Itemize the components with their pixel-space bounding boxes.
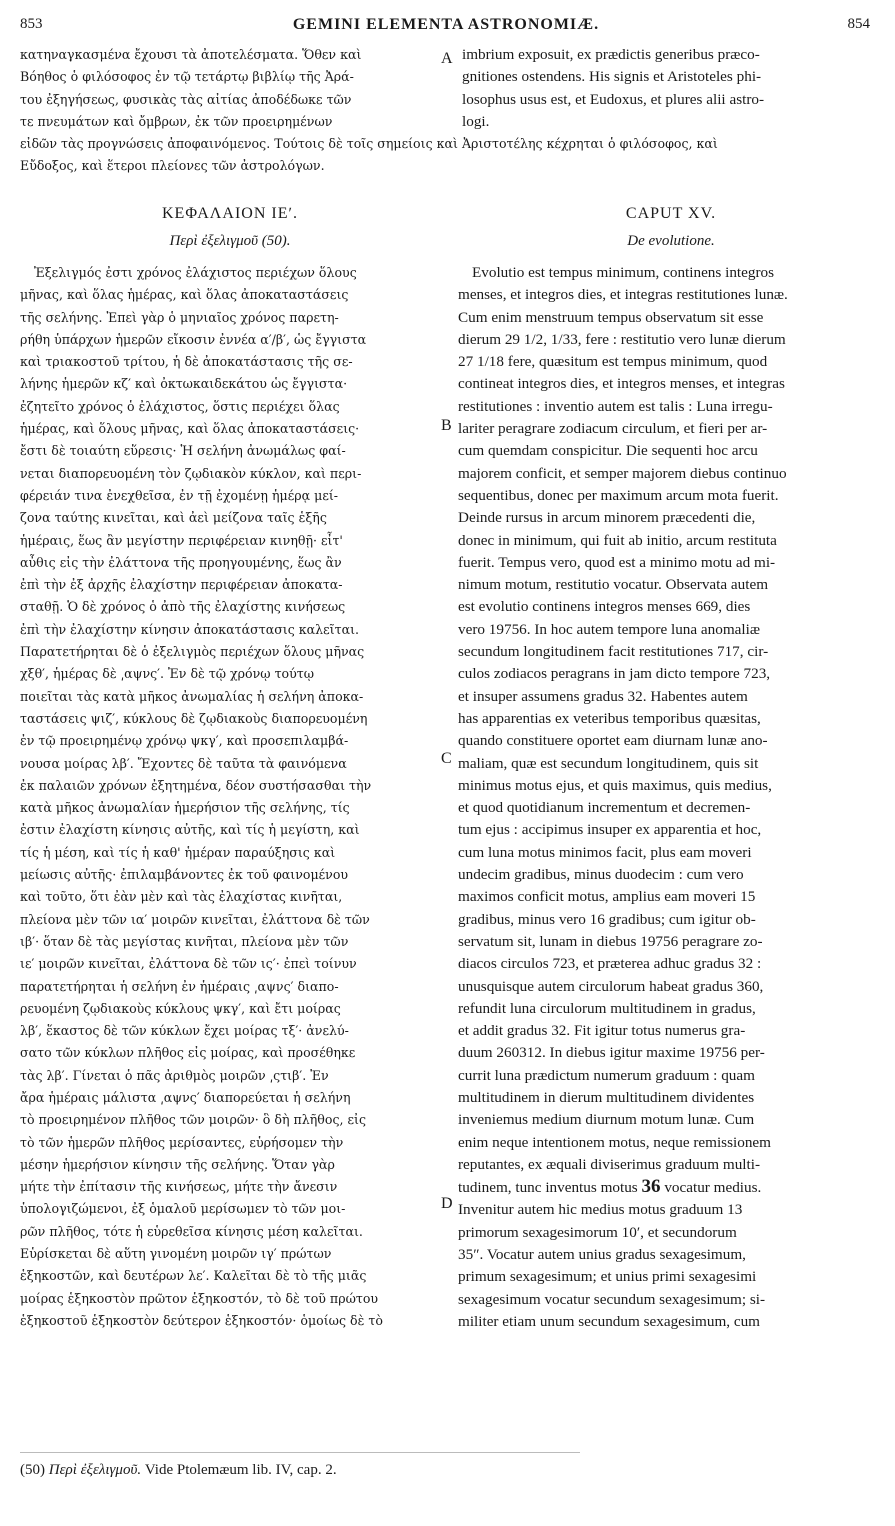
text-line: ἐπὶ τὴν ἐξ ἀρχῆς ἐλαχίστην περιφέρειαν ἀποκατα- xyxy=(20,577,343,593)
intro-latin-column xyxy=(462,44,882,133)
footnote-greek: Περὶ ἐξελιγμοῦ. xyxy=(48,1462,142,1478)
text-line: νεται διαπορευομένη τὸν ζῳδιακὸν κύκλον, καὶ περι- xyxy=(20,465,362,481)
text-line: ἐκ παλαιῶν χρόνων ἐξητημένα, δέον συστήσασθαι τὴν xyxy=(20,777,372,793)
running-title: GEMINI ELEMENTA ASTRONOMIÆ. xyxy=(292,16,600,33)
line-lead: tudinem, tunc inventus motus xyxy=(458,1179,638,1197)
text-line: μοίρας ἑξηκοστὸν πρῶτον ἑξηκοστόν, τὸ δὲ τοῦ πρώτου xyxy=(20,1290,379,1306)
text-line: λβ′, ἕκαστος δὲ τῶν κύκλων ἔχει μοίρας τξ′· ἀνελύ- xyxy=(20,1023,349,1039)
text-line: χξθ′, ἡμέρας δὲ ͵αψνς′. Ἐν δὲ τῷ χρόνῳ τούτῳ xyxy=(20,666,315,682)
text-line: νουσα μοίρας λβ′. Ἔχοντες δὲ ταῦτα τὰ φαινόμενα xyxy=(20,755,347,771)
text-line: του ἐξηγήσεως, φυσικὰς τὰς αἰτίας ἀποδέδωκε τῶν xyxy=(20,91,352,107)
text-line: secundum longitudinem facit restitutiones 717, cir- xyxy=(458,643,769,661)
line-tail: vocatur medius. xyxy=(664,1179,762,1197)
text-line: ἡμέρας, καὶ ὅλους μῆνας, καὶ ὅλας ἀποκαταστάσεις· xyxy=(20,421,360,437)
text-line-with-number xyxy=(458,1176,884,1199)
text-line: τίς ἡ μέση, καὶ τίς ἡ καθ' ἡμέραν παραύξησις καὶ xyxy=(20,844,336,860)
text-line: Ἐξελιγμός ἐστι χρόνος ἐλάχιστος περιέχων ὅλους xyxy=(34,265,357,280)
text-line: Cum enim menstruum tempus observatum sit esse xyxy=(458,308,764,326)
text-line: κατὰ μῆκος ἀνωμαλίαν ἡμερήσιον τῆς σελήνης, τίς xyxy=(20,800,350,816)
text-line: vero 19756. In hoc autem tempore luna anomaliæ xyxy=(458,620,760,638)
text-line: τε πνευμάτων καὶ ὄμβρων, ἐκ τῶν προειρημένων xyxy=(20,113,333,129)
text-line: gradibus, minus vero 16 gradibus; cum igitur ob- xyxy=(458,910,756,928)
margin-marker-d: D xyxy=(441,1195,453,1212)
text-line: culos zodiacos peragrans in jam dicto tempore 723, xyxy=(458,665,771,683)
text-line: dierum 29 1/2, 1/33, fere : restitutio vero lunæ dierum xyxy=(458,330,786,348)
text-line: πλείονα μὲν τῶν ια′ μοιρῶν κινεῖται, ἐλάττονα δὲ τῶν xyxy=(20,911,370,927)
text-line: ἡμέραις, ἕως ἂν μεγίστην περιφέρειαν κινηθῇ· εἶτ' xyxy=(20,532,343,548)
text-line: logi. xyxy=(462,112,490,130)
text-line: gnitiones ostendens. His signis et Aristoteles phi- xyxy=(462,68,762,86)
text-line: maximos conficit motus, amplius eam moveri 15 xyxy=(458,888,756,906)
text-line: λήνης ἡμερῶν κζ′ καὶ ὀκτωκαιδεκάτου ὡς ἔγγιστα· xyxy=(20,376,348,392)
text-line: tum ejus : accipimus insuper ex apparentia et hoc, xyxy=(458,821,762,839)
running-header xyxy=(14,14,878,38)
footnote-reference: Vide Ptolemæum lib. IV, cap. 2. xyxy=(144,1462,337,1478)
text-line: et quod quotidianum incrementum et decremen- xyxy=(458,799,751,817)
text-line: σταθῇ. Ὁ δὲ χρόνος ὁ ἀπὸ τῆς ἐλαχίστης κινήσεως xyxy=(20,599,346,615)
text-line: contineat integros dies, et integros menses, et integras xyxy=(458,375,785,393)
text-line: nimum motum, restitutio vocatur. Observata autem xyxy=(458,576,769,594)
inline-bold-number: 36 xyxy=(641,1176,661,1198)
text-line: ρευομένη ζῳδιακοὺς κύκλους ψκγ′, καὶ ἔτι μοίρας xyxy=(20,1000,341,1016)
text-line: ιε′ μοιρῶν κινεῖται, ἐλάττονα δὲ τῶν ις′· ἐπεὶ τοίνυν xyxy=(20,956,357,972)
text-line: refundit luna circulorum multitudinem in gradus, xyxy=(458,999,756,1017)
text-line: ρήθη ὑπάρχων ἡμερῶν εἴκοσιν ἐννέα α′/β′, ὡς ἔγγιστα xyxy=(20,331,367,347)
text-line: reputantes, ex æquali diviserimus graduum multi- xyxy=(458,1155,761,1173)
text-line: diacos circulos 723, et præterea adhuc gradus 32 : xyxy=(458,955,762,973)
text-line: lariter peragrare zodiacum circulum, et fieri per ar- xyxy=(458,420,768,438)
text-line: ποιεῖται τὰς κατὰ μῆκος ἀνωμαλίας ἡ σελήνη ἀποκα- xyxy=(20,688,364,704)
text-line: sexagesimum vocatur secundum sexagesimum; si- xyxy=(458,1290,766,1308)
text-line: undecim gradibus, minus duodecim : cum vero xyxy=(458,866,744,884)
text-line: 27 1/18 fere, quæsitum est tempus minimum, quod xyxy=(458,353,768,371)
text-line: ἐστιν ἐλαχίστη κίνησις αὐτῆς, καὶ τίς ἡ μεγίστη, καὶ xyxy=(20,822,360,838)
text-line: τὸ τῶν ἡμερῶν πλῆθος μερίσαντες, εὑρήσομεν τὴν xyxy=(20,1134,344,1150)
text-line: φέρειάν τινα ἐνεχθεῖσα, ἐν τῇ ἐχομένῃ ἡμέρᾳ μεί- xyxy=(20,487,339,503)
margin-marker-c: C xyxy=(441,750,452,767)
text-line: ιβ′· ὅταν δὲ τὰς μεγίστας κινῆται, πλείονα μὲν τῶν xyxy=(20,933,349,949)
intro-full-width-text xyxy=(20,133,882,178)
greek-chapter-subtitle: Περὶ ἐξελιγμοῦ (50). xyxy=(169,233,291,249)
text-line: Deinde rursus in arcum minorem præcedenti die, xyxy=(458,509,756,527)
text-line: et insuper assumens gradus 32. Habentes autem xyxy=(458,687,748,705)
text-line: μήτε τὴν ἐπίτασιν τῆς κινήσεως, μήτε τὴν ἄνεσιν xyxy=(20,1179,338,1195)
text-line: has apparentias ex veteribus temporibus quæsitas, xyxy=(458,709,761,727)
text-line: ἐν τῷ προειρημένῳ χρόνῳ ψκγ′, καὶ προσεπιλαμβά- xyxy=(20,733,349,749)
latin-chapter-heading: CAPUT XV. xyxy=(625,205,717,222)
text-line: primum sexagesimum; et unius primi sexagesimi xyxy=(458,1268,757,1286)
text-line: est evolutio continens integros menses 669, dies xyxy=(458,598,751,616)
greek-text-column xyxy=(20,262,440,1332)
latin-text-column xyxy=(458,262,884,1333)
text-line: ἐζητεῖτο χρόνος ὁ ἐλάχιστος, ὅστις περιέχει ὅλας xyxy=(20,398,340,414)
text-line: μέσην ἡμερήσιον κίνησιν τῆς σελήνης. Ὅταν γὰρ xyxy=(20,1156,335,1172)
text-line: Βόηθος ὁ φιλόσοφος ἐν τῷ τετάρτῳ βιβλίῳ τῆς Ἀρά- xyxy=(20,69,354,85)
text-line: καὶ τοῦτο, ὅτι ἐὰν μὲν καὶ τὰς ἐλαχίστας κινῆται, xyxy=(20,889,343,905)
text-line: Εὔδοξος, καὶ ἕτεροι πλείονες τῶν ἀστρολόγων. xyxy=(20,158,325,174)
text-line: μείωσις αὐτῆς· ἐπιλαμβάνοντες ἐκ τοῦ φαινομένου xyxy=(20,867,349,883)
text-line: primorum sexagesimorum 10′, et secundorum xyxy=(458,1223,737,1241)
text-line: menses, et integros dies, et integras restitutiones lunæ. xyxy=(458,286,788,304)
text-line: donec in minimum, qui fuit ab initio, arcum restituta xyxy=(458,531,777,549)
text-line: restitutiones : inventio autem est talis : Luna irregu- xyxy=(458,397,773,415)
text-line: et addit gradus 32. Fit igitur totus numerus gra- xyxy=(458,1022,746,1040)
intro-greek-column xyxy=(20,44,432,133)
text-line: minimus motus ejus, et quis maximus, quis medius, xyxy=(458,776,772,794)
text-line: Invenitur autem hic medius motus graduum 13 xyxy=(458,1201,743,1219)
text-line: τὸ προειρημένον πλῆθος τῶν μοιρῶν· ὃ δὴ πλῆθος, εἰς xyxy=(20,1112,367,1128)
text-line: multitudinem in dierum multitudinem dividentes xyxy=(458,1088,755,1106)
text-line: σατο τῶν κύκλων πλῆθος εἰς μοίρας, καὶ προσέθηκε xyxy=(20,1045,356,1061)
text-line: imbrium exposuit, ex prædictis generibus præco- xyxy=(462,46,760,63)
text-line: κατηναγκασμένα ἔχουσι τὰ ἀποτελέσματα. Ὅθεν καὶ xyxy=(20,47,362,62)
text-line: militer etiam unum secundum sexagesimum, cum xyxy=(458,1312,760,1330)
text-line: ἐπὶ τὴν ἐλαχίστην κίνησιν ἀποκατάστασις καλεῖται. xyxy=(20,621,360,637)
text-line: παρατετήρηται ἡ σελήνη ἐν ἡμέραις ͵αψνς′ διαπο- xyxy=(20,978,339,994)
text-line: unusquisque autem circulorum habeat gradus 360, xyxy=(458,977,764,995)
text-line: inveniemus medium diurnum motum lunæ. Cum xyxy=(458,1111,755,1129)
footnote-divider xyxy=(20,1452,580,1453)
footnote xyxy=(20,1462,337,1479)
text-line: καὶ τριακοστοῦ τρίτου, ἡ δὲ ἀποκατάστασις τῆς σε- xyxy=(20,354,353,370)
text-line: cum quemdam conspicitur. Die sequenti hoc arcu xyxy=(458,442,758,460)
text-line: currit luna prædictum numerum graduum : quam xyxy=(458,1066,755,1084)
text-line: enim neque intentionem motus, neque remissionem xyxy=(458,1133,771,1151)
latin-chapter-subtitle: De evolutione. xyxy=(627,233,715,249)
text-line: αὖθις εἰς τὴν ἐλάττονα τῆς προηγουμένης, ἕως ἂν xyxy=(20,554,342,570)
text-line: quando constituere oportet eam diurnam lunæ ano- xyxy=(458,732,768,750)
text-line: ἑξηκοστοῦ ἑξηκοστὸν δεύτερον ἑξηκοστόν· ὁμοίως δὲ τὸ xyxy=(20,1312,383,1328)
text-line: ἄρα ἡμέραις μάλιστα ͵αψνς′ διαπορεύεται ἡ σελήνη xyxy=(20,1089,351,1105)
text-line: ζονα ταύτης κινεῖται, καὶ ἀεὶ μείζονα ταῖς ἑξῆς xyxy=(20,510,327,526)
text-line: cum luna motus minimos facit, plus eam moveri xyxy=(458,843,752,861)
text-line: maliam, quæ est secundum longitudinem, quis sit xyxy=(458,754,759,772)
right-page-number: 854 xyxy=(847,16,870,32)
margin-marker-a: A xyxy=(441,50,453,67)
text-line: sequentibus, donec per maximum arcum mota fuerit. xyxy=(458,486,779,504)
text-line: εἰδῶν τὰς προγνώσεις ἀποφαινόμενος. Τούτοις δὲ τοῖς σημείοις καὶ Ἀριστοτέλης κέχρηται ὁ φιλόσοφος, καὶ xyxy=(20,136,718,151)
text-line: servatum sit, lunam in diebus 19756 peragrare zo- xyxy=(458,932,763,950)
text-line: τῆς σελήνης. Ἐπεὶ γὰρ ὁ μηνιαῖος χρόνος παρετη- xyxy=(20,309,339,325)
text-line: ὑπολογιζώμενοι, ἐξ ὁμαλοῦ μερίσωμεν τὸ τῶν μοι- xyxy=(20,1201,346,1217)
text-line: duum 260312. In diebus igitur maxime 19756 per- xyxy=(458,1044,765,1062)
text-line: ρῶν πλῆθος, τότε ἡ εὑρεθεῖσα κίνησις μέση καλεῖται. xyxy=(20,1223,363,1239)
text-line: fuerit. Tempus vero, quod est a minimo motu ad mi- xyxy=(458,553,776,571)
margin-marker-b: B xyxy=(441,417,452,434)
left-page-number: 853 xyxy=(20,16,43,32)
text-line: Παρατετήρηται δὲ ὁ ἐξελιγμὸς περιέχων ὅλους μῆνας xyxy=(20,644,365,660)
text-line: τὰς λβ′. Γίνεται ὁ πᾶς ἀριθμὸς μοιρῶν ͵ςτιβ′. Ἐν xyxy=(20,1067,329,1083)
text-line: losophus usus est, et Eudoxus, et plures alii astro- xyxy=(462,90,765,108)
text-line: Εὑρίσκεται δὲ αὕτη γινομένη μοιρῶν ιγ′ πρώτων xyxy=(20,1246,332,1262)
text-line: Evolutio est tempus minimum, continens integros xyxy=(472,264,775,281)
text-line: ταστάσεις ψιζ′, κύκλους δὲ ζῳδιακοὺς διαπορευομένη xyxy=(20,710,368,726)
text-line: μῆνας, καὶ ὅλας ἡμέρας, καὶ ὅλας ἀποκαταστάσεις xyxy=(20,287,349,303)
text-line: 35″. Vocatur autem unius gradus sexagesimum, xyxy=(458,1246,746,1264)
text-line: majorem conficit, et semper majorem diebus continuo xyxy=(458,464,787,482)
greek-chapter-heading: ΚΕΦΑΛΑΙΟΝ ΙΕʹ. xyxy=(161,205,298,222)
text-line: ἑξηκοστῶν, καὶ δευτέρων λε′. Καλεῖται δὲ τὸ τῆς μιᾶς xyxy=(20,1268,367,1284)
footnote-number: (50) xyxy=(20,1462,45,1478)
text-line: ἔστι δὲ τοιαύτη εὕρεσις· Ἡ σελήνη ἀνωμάλως φαί- xyxy=(20,443,346,459)
